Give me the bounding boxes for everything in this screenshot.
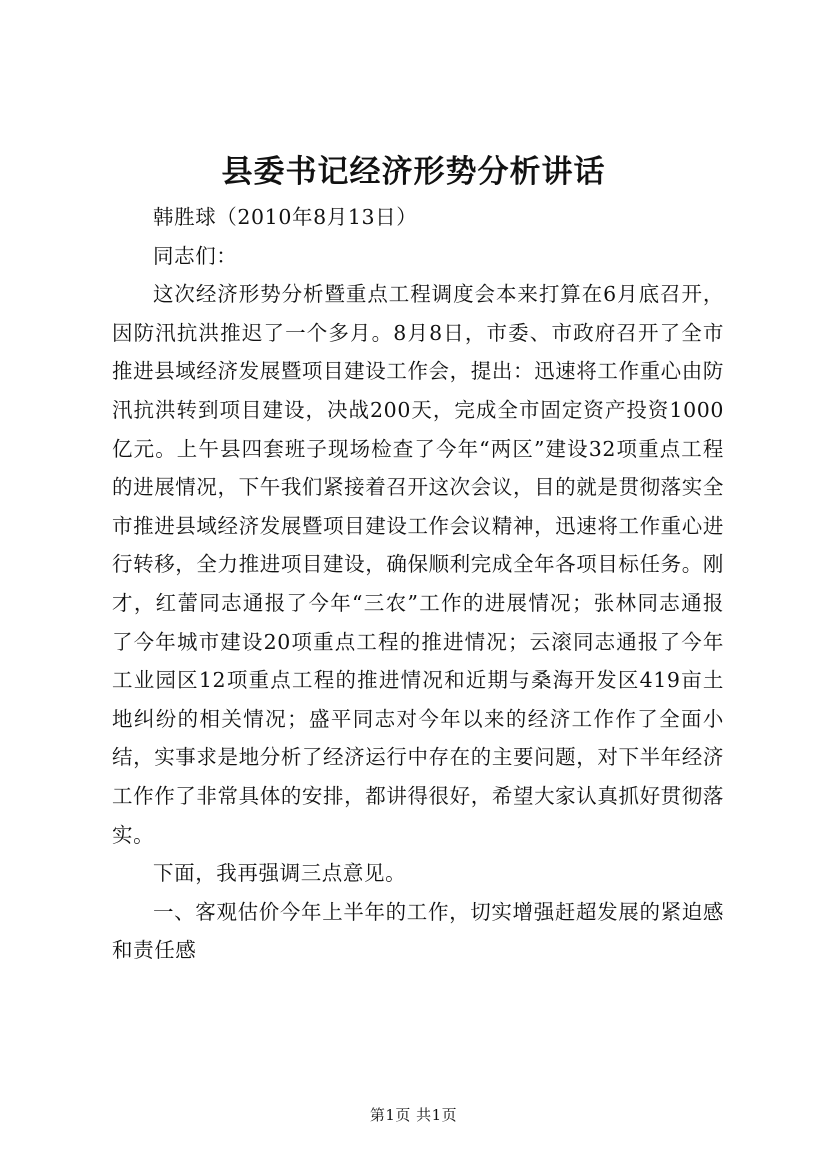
body-paragraph: 下面，我再强调三点意见。 — [153, 861, 407, 886]
body-paragraph: 这次经济形势分析暨重点工程调度会本来打算在6月底召开，因防汛抗洪推迟了一个多月。8月8日，市委、市政府召开了全市推进县域经济发展暨项目建设工作会，提出：迅速将工作重心由防汛抗洪转到项目建设，决战200天，完成全市固定资产投资1000亿元。上午县四套班子现场检查了今年“两区”建设32项重点工程的进展情况，下午我们紧接着召开这次会议，目的就是贯彻落实全市推进县域经济发展暨项目建设工作会议精神，迅速将工作重心进行转移，全力推进项目建设，确保顺利完成全年各项目标任务。刚才，红蕾同志通报了今年“三农”工作的进展情况；张林同志通报了今年城市建设20项重点工程的推进情况；云滚同志通报了今年工业园区12项重点工程的推进情况和近期与桑海开发区419亩土地纠纷的相关情况；盛平同志对今年以来的经济工作作了全面小结，实事求是地分析了经济运行中存在的主要问题，对下半年经济工作作了非常具体的安排，都讲得很好，希望大家认真抓好贯彻落实。 — [112, 282, 724, 847]
document-title: 县委书记经济形势分析讲话 — [221, 154, 606, 190]
document-body — [112, 198, 724, 970]
author-date-line: 韩胜球（2010年8月13日） — [153, 205, 418, 229]
salutation: 同志们： — [153, 243, 238, 268]
section-heading: 一、客观估价今年上半年的工作，切实增强赶超发展的紧迫感和责任感 — [112, 899, 724, 963]
page-footer: 第1页 共1页 — [369, 1106, 458, 1124]
